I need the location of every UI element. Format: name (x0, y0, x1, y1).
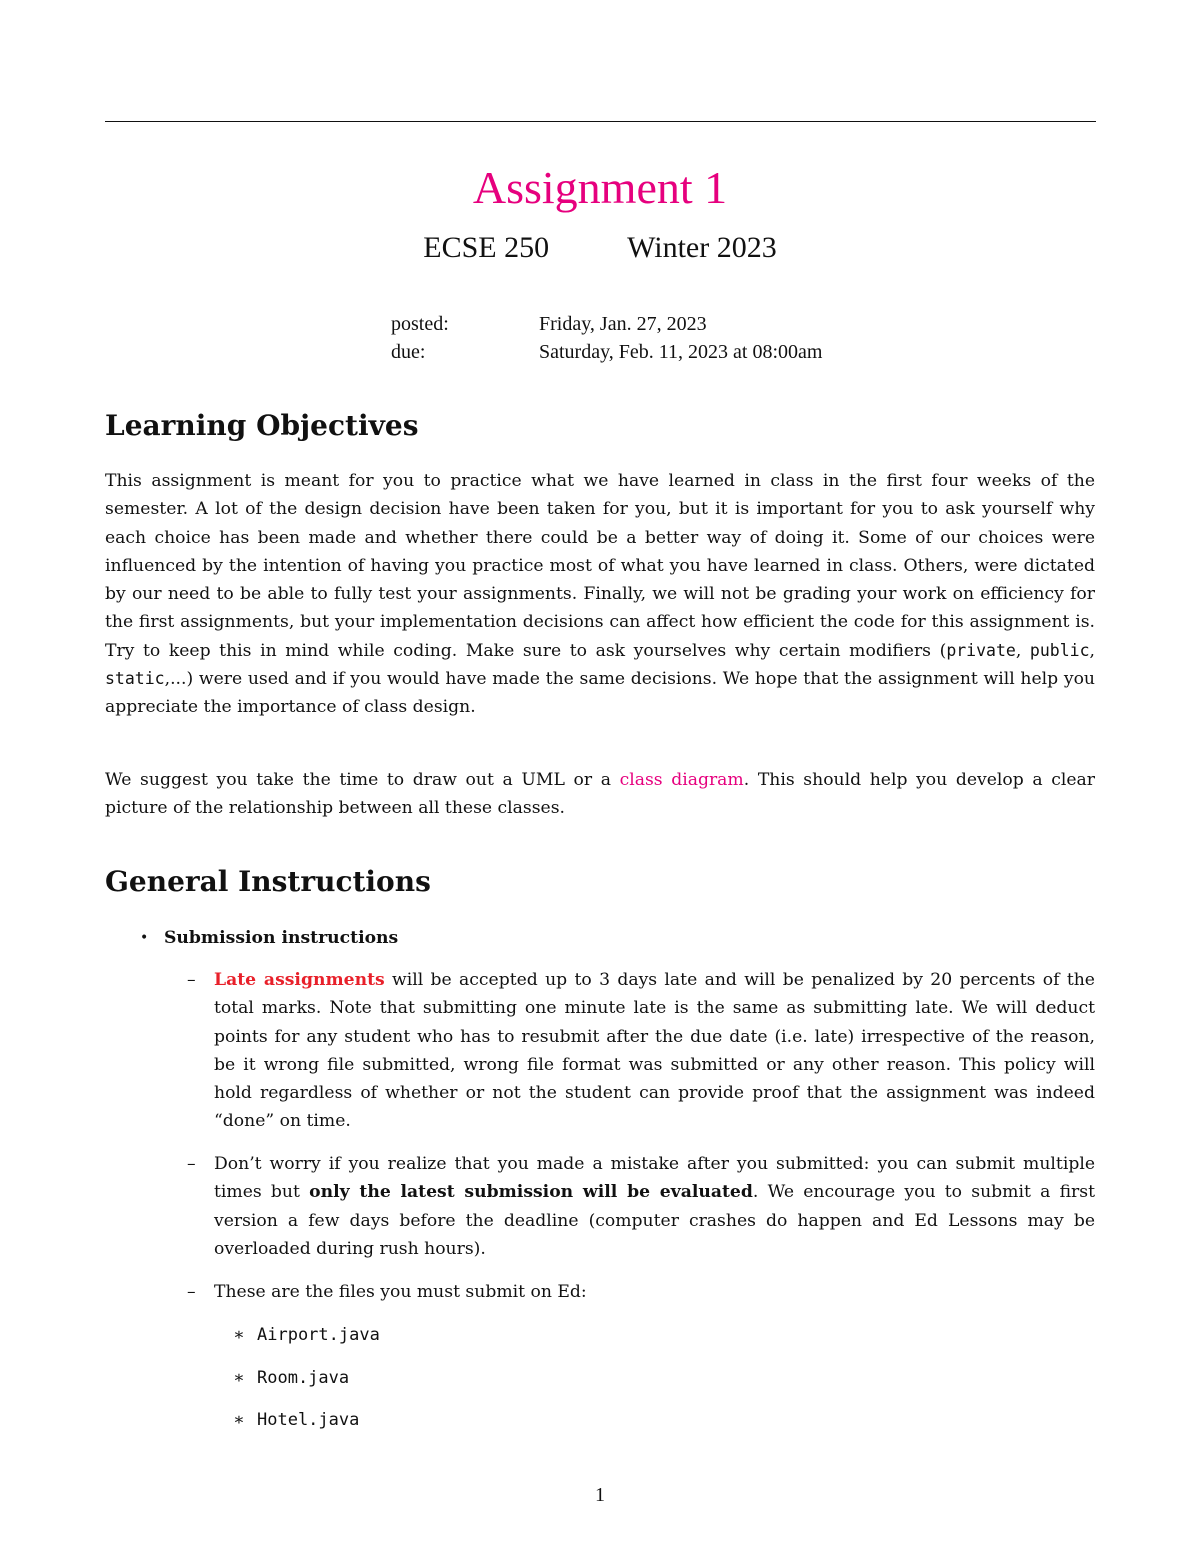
assignment-title: Assignment 1 (472, 162, 728, 213)
paragraph-text: This assignment is meant for you to practice what we have learned in class in the first four weeks of the semester. A lot of the design decision have been taken for you, but it is important for you to ask yourself why each choice has been made and whether there could be a better way of doing it. Some of our choices were influenced by the intention of having you practice most of what you have learned in class. Others, were dictated by our need to be able to fully test your assignments. Finally, we will not be grading your work on efficiency for the first assignments, but your implementation decisions can affect how efficient the code for this assignment is. Try to keep this in mind while coding. Make sure to ask yourselves why certain modifiers ( (105, 471, 1095, 661)
late-assignments-label: Late assignments (214, 970, 385, 990)
dash-marker: – (187, 1282, 196, 1302)
page-number: 1 (595, 1484, 605, 1506)
file-name: Hotel.java (257, 1410, 360, 1430)
latest-submission-note: only the latest submission will be evaluated (309, 1182, 753, 1203)
modifier-public: public (1029, 640, 1090, 660)
dash-marker: – (187, 970, 196, 990)
file-item-room (233, 1364, 349, 1392)
paragraph-text: . This should help you develop a clear picture of the relationship between all these classes. (105, 770, 1096, 819)
item-text: . We encourage you to submit a first version a few days before the deadline (computer crashes do happen and Ed Lessons may be overloaded during rush hours). (214, 1182, 1095, 1259)
course-code: ECSE 250 (423, 231, 550, 264)
posted-value: Friday, Jan. 27, 2023 (539, 313, 707, 335)
course-term-line (0, 228, 1200, 268)
dash-marker: – (187, 1154, 196, 1174)
resubmission-item (187, 1150, 1095, 1263)
term: Winter 2023 (627, 231, 777, 264)
learning-objectives-paragraph (105, 467, 1095, 722)
files-to-submit-item (187, 1278, 1095, 1306)
top-horizontal-rule (105, 121, 1096, 122)
submission-instructions-bullet (140, 924, 398, 952)
bullet-icon: • (140, 930, 149, 946)
item-text: will be accepted up to 3 days late and will be penalized by 20 percents of the total marks. Note that submitting one minute late is the same as submitting late. We will deduct points for any student who has to resubmit after the due date (i.e. late) irrespective of the reason, be it wrong file submitted, wrong file format was submitted or any other reason. This policy will hold regardless of whether or not the student can provide proof that the assignment was indeed “done” on time. (214, 970, 1095, 1132)
files-to-submit-text: These are the files you must submit on Ed: (214, 1282, 587, 1302)
modifier-private: private (946, 640, 1016, 660)
paragraph-text: We suggest you take the time to draw out a UML or a (105, 770, 620, 790)
file-name: Room.java (257, 1368, 350, 1388)
file-item-airport (233, 1321, 380, 1349)
modifier-static: static (105, 669, 165, 689)
general-instructions-heading: General Instructions (105, 865, 431, 898)
separator: , (1089, 640, 1095, 661)
due-label: due: (391, 341, 426, 363)
class-diagram-link[interactable]: class diagram (619, 770, 744, 790)
file-name: Airport.java (257, 1325, 380, 1345)
due-value: Saturday, Feb. 11, 2023 at 08:00am (539, 341, 823, 363)
due-row (391, 338, 822, 366)
submission-instructions-label: Submission instructions (164, 928, 399, 948)
star-marker: ∗ (233, 1368, 245, 1388)
posted-row (391, 310, 822, 338)
late-policy-text (214, 966, 1095, 1136)
uml-suggestion-paragraph (105, 766, 1095, 823)
paragraph-text: ,...) were used and if you would have made the same decisions. We hope that the assignment will help you appreciate the importance of class design. (105, 669, 1095, 718)
learning-objectives-heading: Learning Objectives (105, 409, 419, 442)
star-marker: ∗ (233, 1410, 245, 1430)
item-text: Don’t worry if you realize that you made a mistake after you submitted: you can submit multiple times but (214, 1154, 1095, 1203)
posted-label: posted: (391, 313, 449, 335)
resubmission-text (214, 1150, 1095, 1263)
file-item-hotel (233, 1406, 359, 1434)
separator: , (1015, 640, 1030, 661)
dates-table (391, 310, 822, 366)
late-policy-item (187, 966, 1095, 1136)
star-marker: ∗ (233, 1325, 245, 1345)
